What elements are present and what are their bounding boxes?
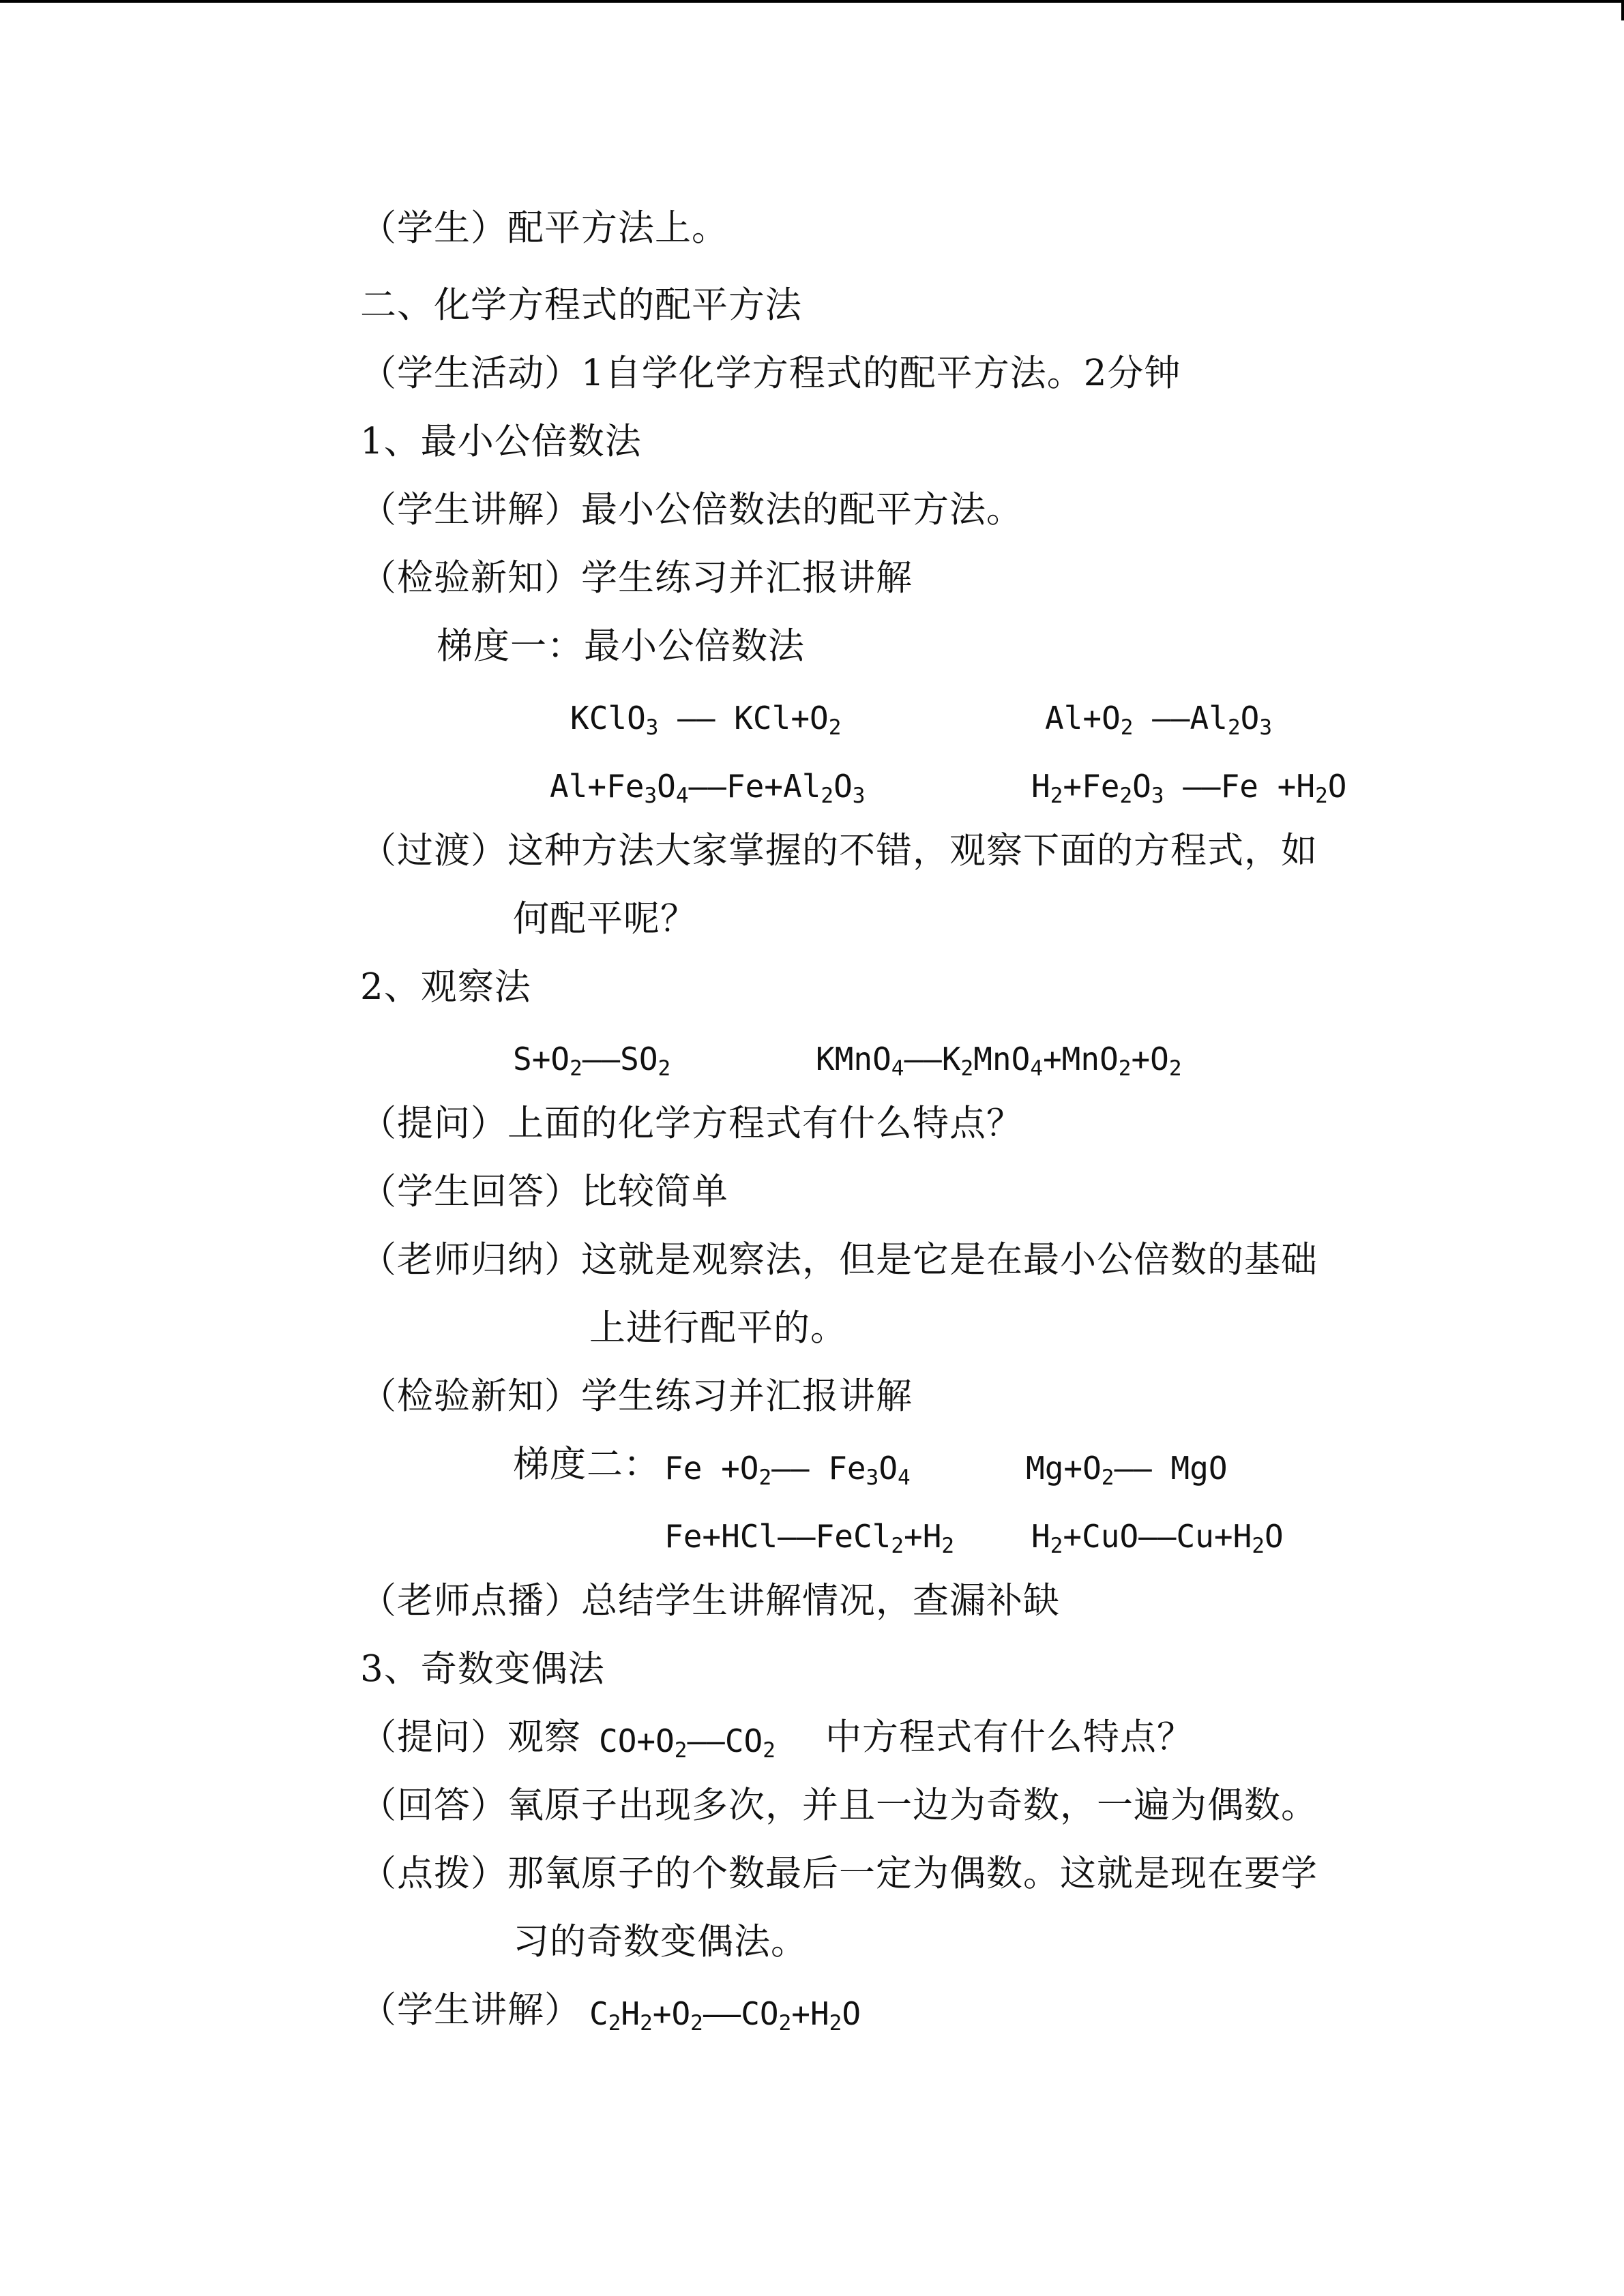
- text-line-check-knowledge-1: （检验新知）学生练习并汇报讲解: [360, 557, 913, 599]
- text-line-transition: （过渡）这种方法大家掌握的不错，观察下面的方程式，如: [360, 830, 1318, 871]
- text-line-student-explain: （学生讲解）最小公倍数法的配平方法。: [360, 489, 1023, 531]
- text-line-teacher-review: （老师点播）总结学生讲解情况，查漏补缺: [360, 1580, 1060, 1622]
- text-line-hint-cont: 习的奇数变偶法。: [513, 1921, 808, 1963]
- equation-fe-hcl: $Fe+HCl——FeCl_2+H_2$: [664, 1518, 955, 1558]
- subsection-heading-3: 3、奇数变偶法: [360, 1648, 605, 1690]
- text-line-question-1: （提问）上面的化学方程式有什么特点？: [360, 1103, 1023, 1144]
- text-line-student-explain-2: （学生讲解）: [360, 1989, 581, 2031]
- equation-c2h2: $C_2H_2+O_2——CO_2+H_2O$: [589, 1995, 861, 2036]
- equation-al-o2: $Al+O_2$ $——Al_2O_3$: [1045, 700, 1272, 740]
- text-line-1: （学生）配平方法上。: [360, 207, 728, 249]
- equation-kclo3: KClO$_3$ —— $KCl+O_2$: [570, 700, 842, 740]
- text-line-hint: （点拨）那氧原子的个数最后一定为偶数。这就是现在要学: [360, 1853, 1318, 1894]
- text-line-student-activity: （学生活动）1自学化学方程式的配平方法。2分钟: [360, 353, 1181, 394]
- text-line-transition-cont: 何配平呢？: [513, 898, 697, 940]
- text-line-teacher-summary-cont: 上进行配平的。: [589, 1307, 847, 1349]
- equation-mg-o2: $Mg+O_2——$ MgO: [1026, 1450, 1228, 1490]
- equation-co-o2: $CO+O_2——CO_2$: [599, 1723, 776, 1763]
- page-corner-mark: [1621, 0, 1624, 20]
- text-line-answer: （回答）氧原子出现多次，并且一边为奇数，一遍为偶数。: [360, 1785, 1318, 1826]
- subsection-heading-2: 2、观察法: [360, 966, 531, 1008]
- page-top-border: [0, 0, 1624, 3]
- equation-h2-cuo: $H_2+CuO——Cu+H_2O$: [1031, 1518, 1284, 1558]
- text-line-question-2-prefix: （提问）观察: [360, 1716, 581, 1758]
- text-line-question-2-suffix: 中方程式有什么特点？: [825, 1716, 1194, 1758]
- equation-s-o2: $S+O_2——SO_2$: [513, 1041, 671, 1081]
- subsection-heading-1: 1、最小公倍数法: [360, 421, 642, 462]
- equation-fe-o2: $Fe +O_2——$ $Fe_3O_4$: [664, 1450, 911, 1490]
- equation-kmno4: $KMnO_4——K_2MnO_4+MnO_2+O_2$: [816, 1041, 1182, 1081]
- equation-h2-fe2o3: $H_2+Fe_2O_3$ ——Fe $+H_2O$: [1031, 768, 1347, 808]
- text-line-check-knowledge-2: （检验新知）学生练习并汇报讲解: [360, 1375, 913, 1417]
- section-heading-2: 二、化学方程式的配平方法: [360, 284, 802, 326]
- equation-al-fe3o4: $Al+Fe_3O_4——Fe+Al_2O_3$: [550, 768, 866, 808]
- gradient-one-label: 梯度一：最小公倍数法: [437, 625, 805, 667]
- text-line-student-answer: （学生回答）比较简单: [360, 1171, 728, 1212]
- text-line-teacher-summary: （老师归纳）这就是观察法，但是它是在最小公倍数的基础: [360, 1239, 1318, 1281]
- gradient-two-label: 梯度二：: [513, 1444, 660, 1485]
